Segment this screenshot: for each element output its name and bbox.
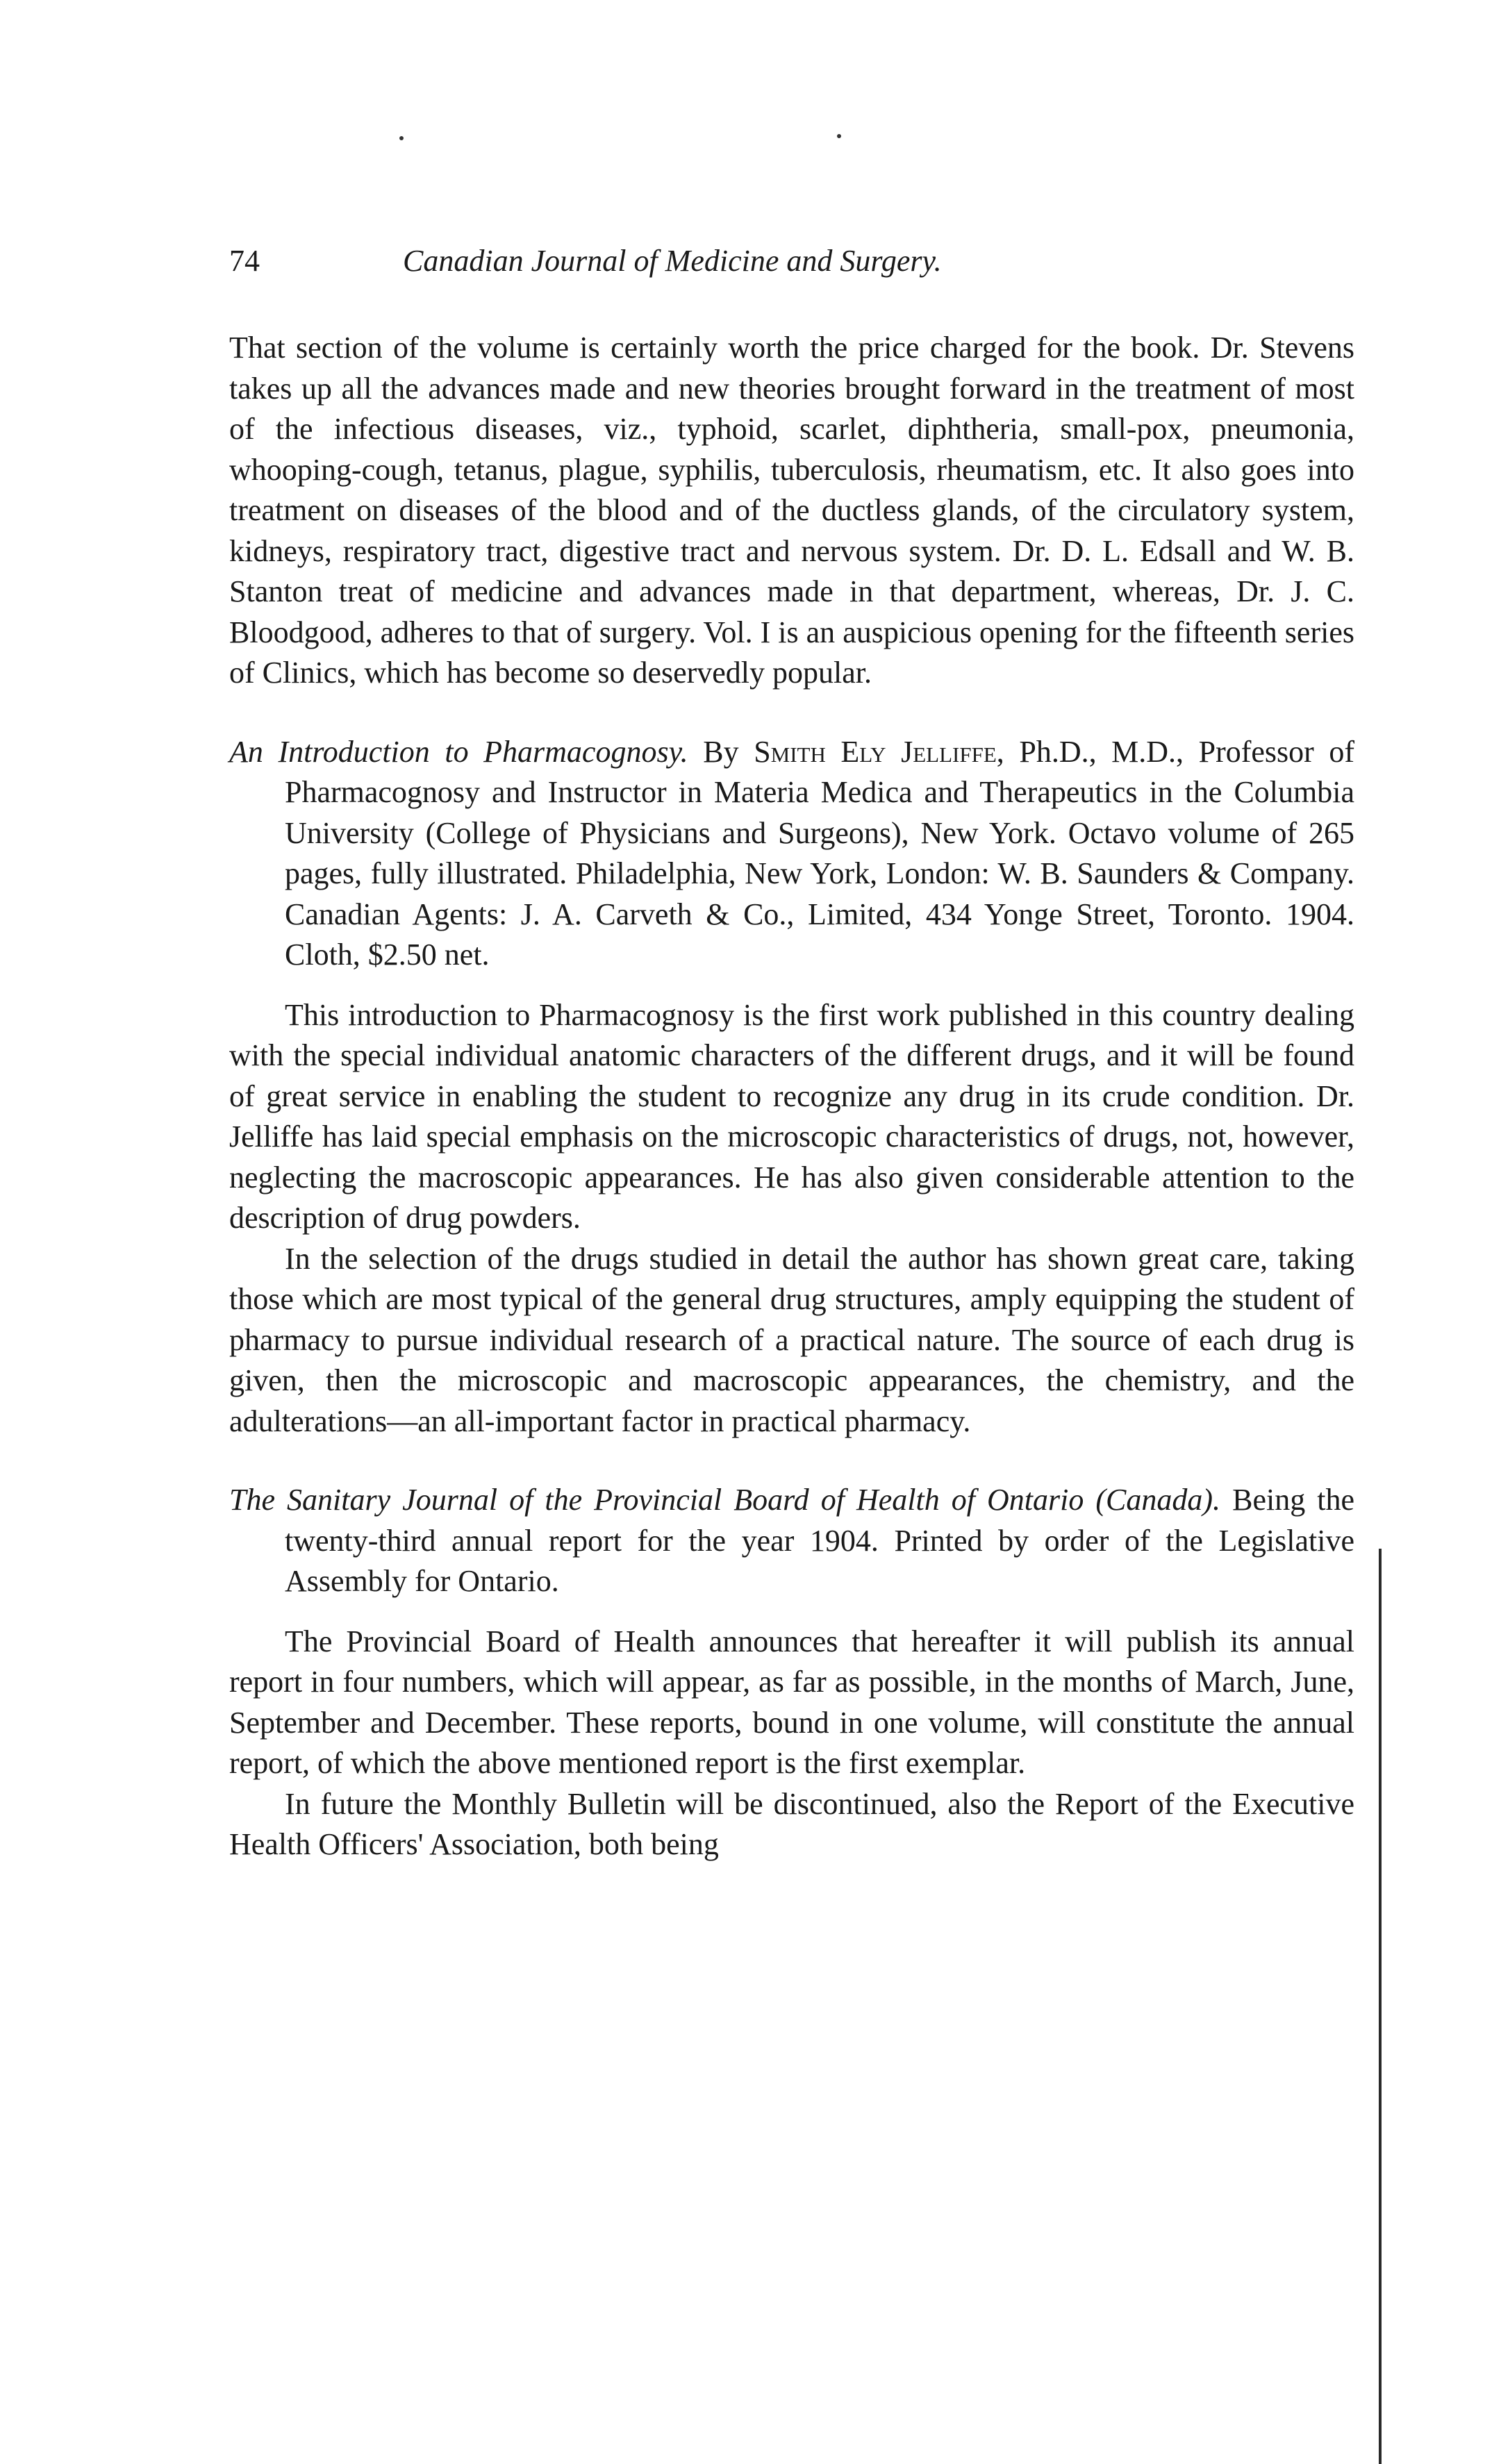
review-paragraph: In the selection of the drugs studied in detail the author has shown great care, taking those which are most typical of the general drug structures, amply equipping the student of pharmacy to pursue individual research of a practical nature. The source of each drug is given, then the microscopic and macroscopic appearances, the chemistry, and the adulterations—an all-important factor in practical pharmacy.: [229, 1241, 1354, 1438]
scan-speck: [837, 134, 841, 138]
review-paragraph: This introduction to Pharmacognosy is the first work published in this country dealing with the special individual anatomic characters of the different drugs, and it will be found of great service in enabling the student to recognize any drug in its crude condition. Dr. Jelliffe has laid special emphasis on the microscopic characteristics of drugs, not, however, neglecting the macroscopic appearances. He has also given considerable attention to the description of drug powders.: [229, 997, 1354, 1235]
book-author: Smith Ely Jelliffe,: [754, 734, 1004, 769]
review-heading-pharmacognosy: [229, 732, 1354, 976]
page-body: [229, 243, 1354, 1865]
scan-margin-line: [1379, 1549, 1382, 2464]
review-continuation-paragraph: That section of the volume is certainly worth the price charged for the book. Dr. Stevens takes up all the advances made and new theories brought forward in the treatment of most of the infectious diseases, viz., typhoid, scarlet, diphtheria, small-pox, pneumonia, whooping-cough, tetanus, plague, syphilis, tuberculosis, rheumatism, etc. It also goes into treatment on diseases of the blood and of the ductless glands, of the circulatory system, kidneys, respiratory tract, digestive tract and nervous system. Dr. D. L. Edsall and W. B. Stanton treat of medicine and advances made in that department, whereas, Dr. J. C. Bloodgood, adheres to that of surgery. Vol. I is an auspicious opening for the fifteenth series of Clinics, which has become so deservedly popular.: [229, 331, 1354, 690]
book-title: An Introduction to Pharmacognosy.: [229, 734, 688, 769]
by-word: By: [703, 734, 739, 769]
journal-title: Canadian Journal of Medicine and Surgery.: [403, 244, 942, 278]
book-details: Being the twenty-third annual report for the year 1904. Printed by order of the Legislative Assembly for Ontario.: [285, 1483, 1355, 1598]
review-paragraph: In future the Monthly Bulletin will be discontinued, also the Report of the Executive Health Officers' Association, both being: [229, 1786, 1354, 1861]
book-details: Ph.D., M.D., Professor of Pharmacognosy and Instructor in Materia Medica and Therapeutics in the Columbia University (College of Physicians and Surgeons), New York. Octavo volume of 265 pages, fully illustrated. Philadelphia, New York, London: W. B. Saunders & Company. Canadian Agents: J. A. Carveth & Co., Limited, 434 Yonge Street, Toronto. 1904. Cloth, $2.50 net.: [285, 734, 1355, 972]
running-head: [229, 243, 1354, 292]
book-title: The Sanitary Journal of the Provincial Board of Health of Ontario (Canada).: [229, 1483, 1221, 1517]
review-paragraph: The Provincial Board of Health announces that hereafter it will publish its annual report in four numbers, which will appear, as far as possible, in the months of March, June, September and December. These reports, bound in one volume, will constitute the annual report, of which the above mentioned report is the first exemplar.: [229, 1624, 1354, 1780]
review-heading-sanitary-journal: [229, 1480, 1354, 1602]
page-number: 74: [229, 244, 260, 278]
scan-speck: [399, 136, 404, 140]
